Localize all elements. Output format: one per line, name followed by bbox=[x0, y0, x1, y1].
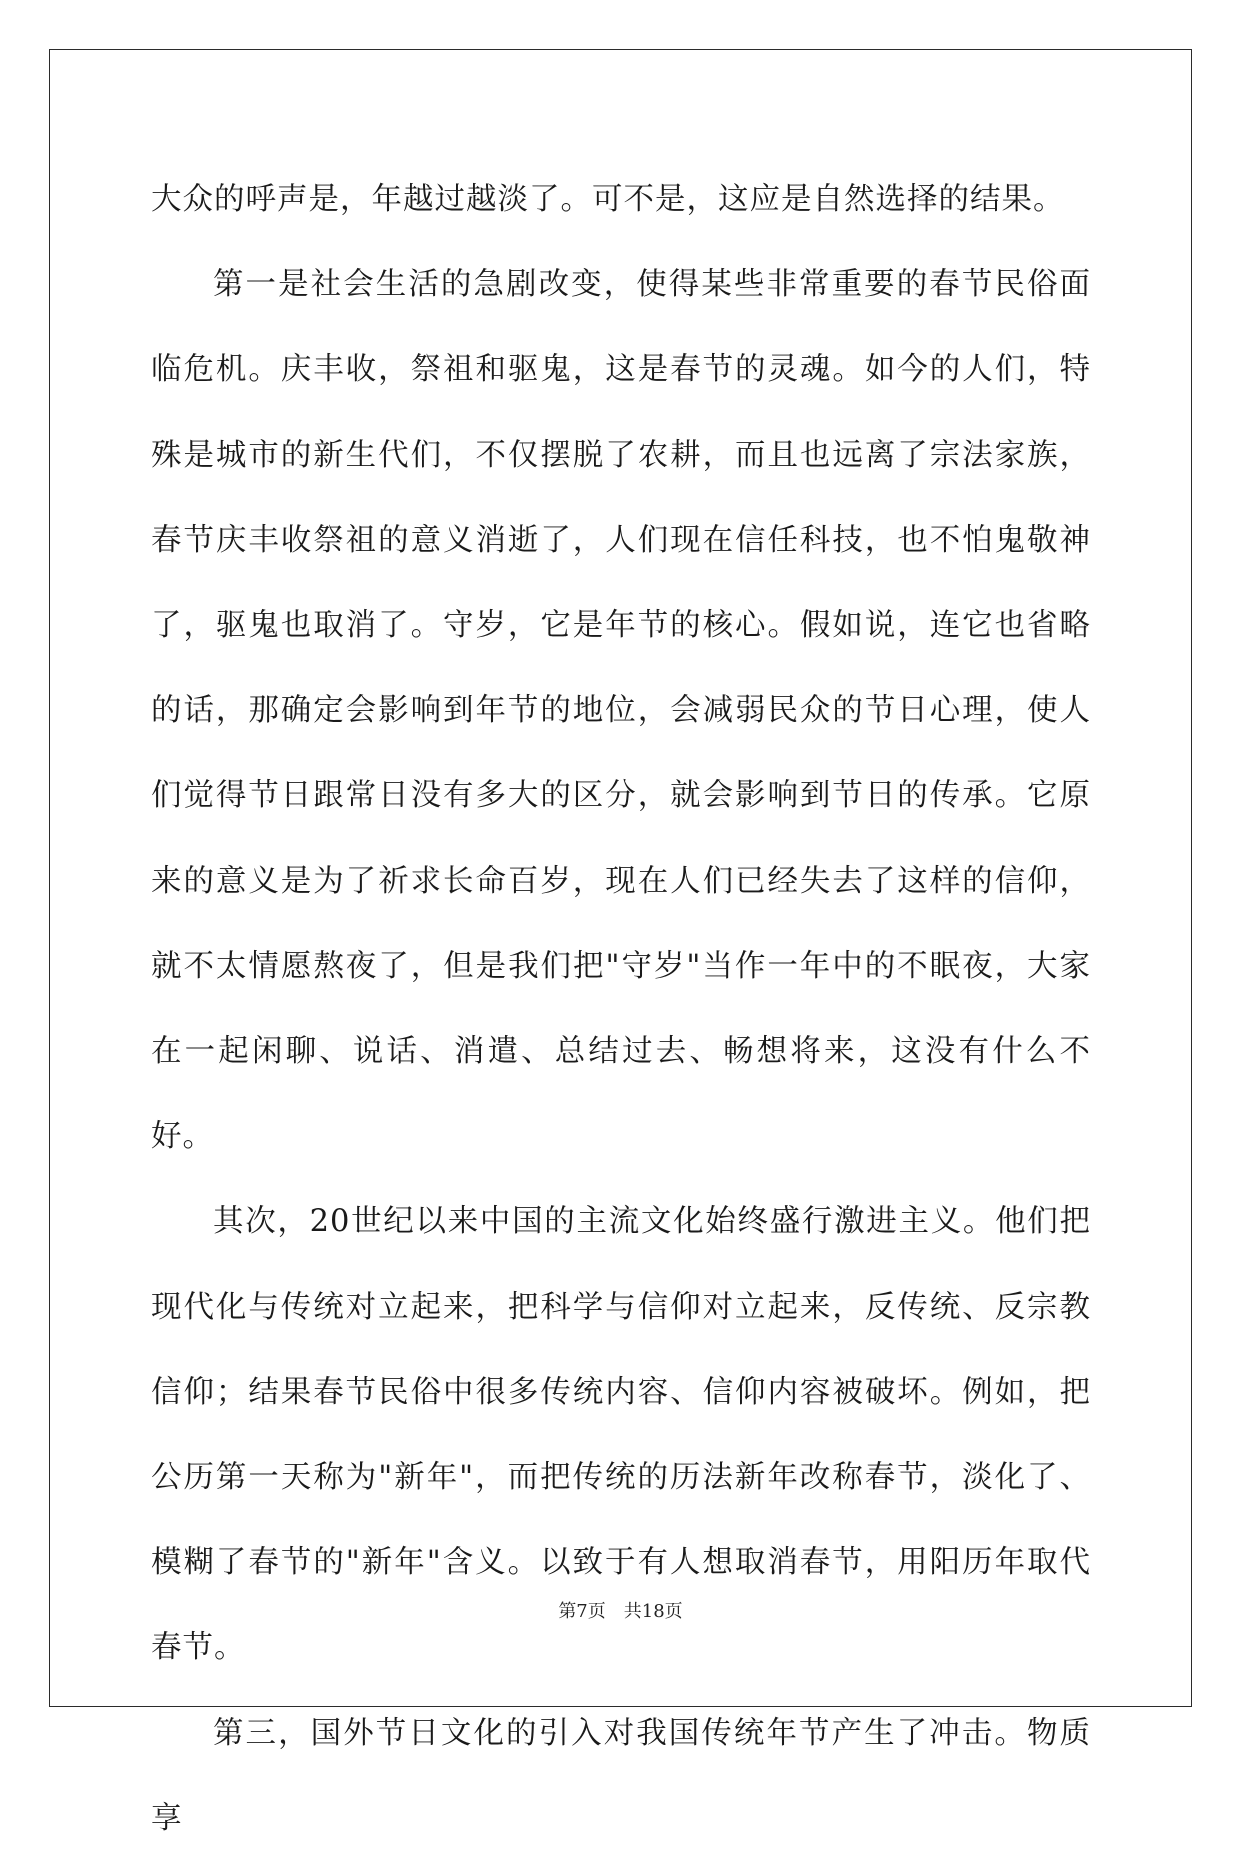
paragraph-4: 第三，国外节日文化的引入对我国传统年节产生了冲击。物质享 bbox=[151, 1715, 1091, 1836]
current-page-label: 第7页 bbox=[558, 1601, 606, 1622]
total-pages-label: 共18页 bbox=[623, 1601, 683, 1622]
page-footer bbox=[0, 1597, 1241, 1623]
paragraph-3: 其次，20世纪以来中国的主流文化始终盛行激进主义。他们把现代化与传统对立起来，把科学与信仰对立起来，反传统、反宗教信仰；结果春节民俗中很多传统内容、信仰内容被破坏。例如，把公历第一天称为"新年"，而把传统的历法新年改称春节，淡化了、模糊了春节的"新年"含义。以致于有人想取消春节，用阳历年取代春节。 bbox=[151, 1204, 1091, 1666]
paragraph-2: 第一是社会生活的急剧改变，使得某些非常重要的春节民俗面临危机。庆丰收，祭祖和驱鬼，这是春节的灵魂。如今的人们，特殊是城市的新生代们，不仅摆脱了农耕，而且也远离了宗法家族，春节庆丰收祭祖的意义消逝了，人们现在信任科技，也不怕鬼敬神了，驱鬼也取消了。守岁，它是年节的核心。假如说，连它也省略的话，那确定会影响到年节的地位，会减弱民众的节日心理，使人们觉得节日跟常日没有多大的区分，就会影响到节日的传承。它原来的意义是为了祈求长命百岁，现在人们已经失去了这样的信仰，就不太情愿熬夜了，但是我们把"守岁"当作一年中的不眠夜，大家在一起闲聊、说话、消遣、总结过去、畅想将来，这没有什么不好。 bbox=[151, 267, 1091, 1155]
paragraph-1: 大众的呼声是，年越过越淡了。可不是，这应是自然选择的结果。 bbox=[151, 182, 1065, 217]
